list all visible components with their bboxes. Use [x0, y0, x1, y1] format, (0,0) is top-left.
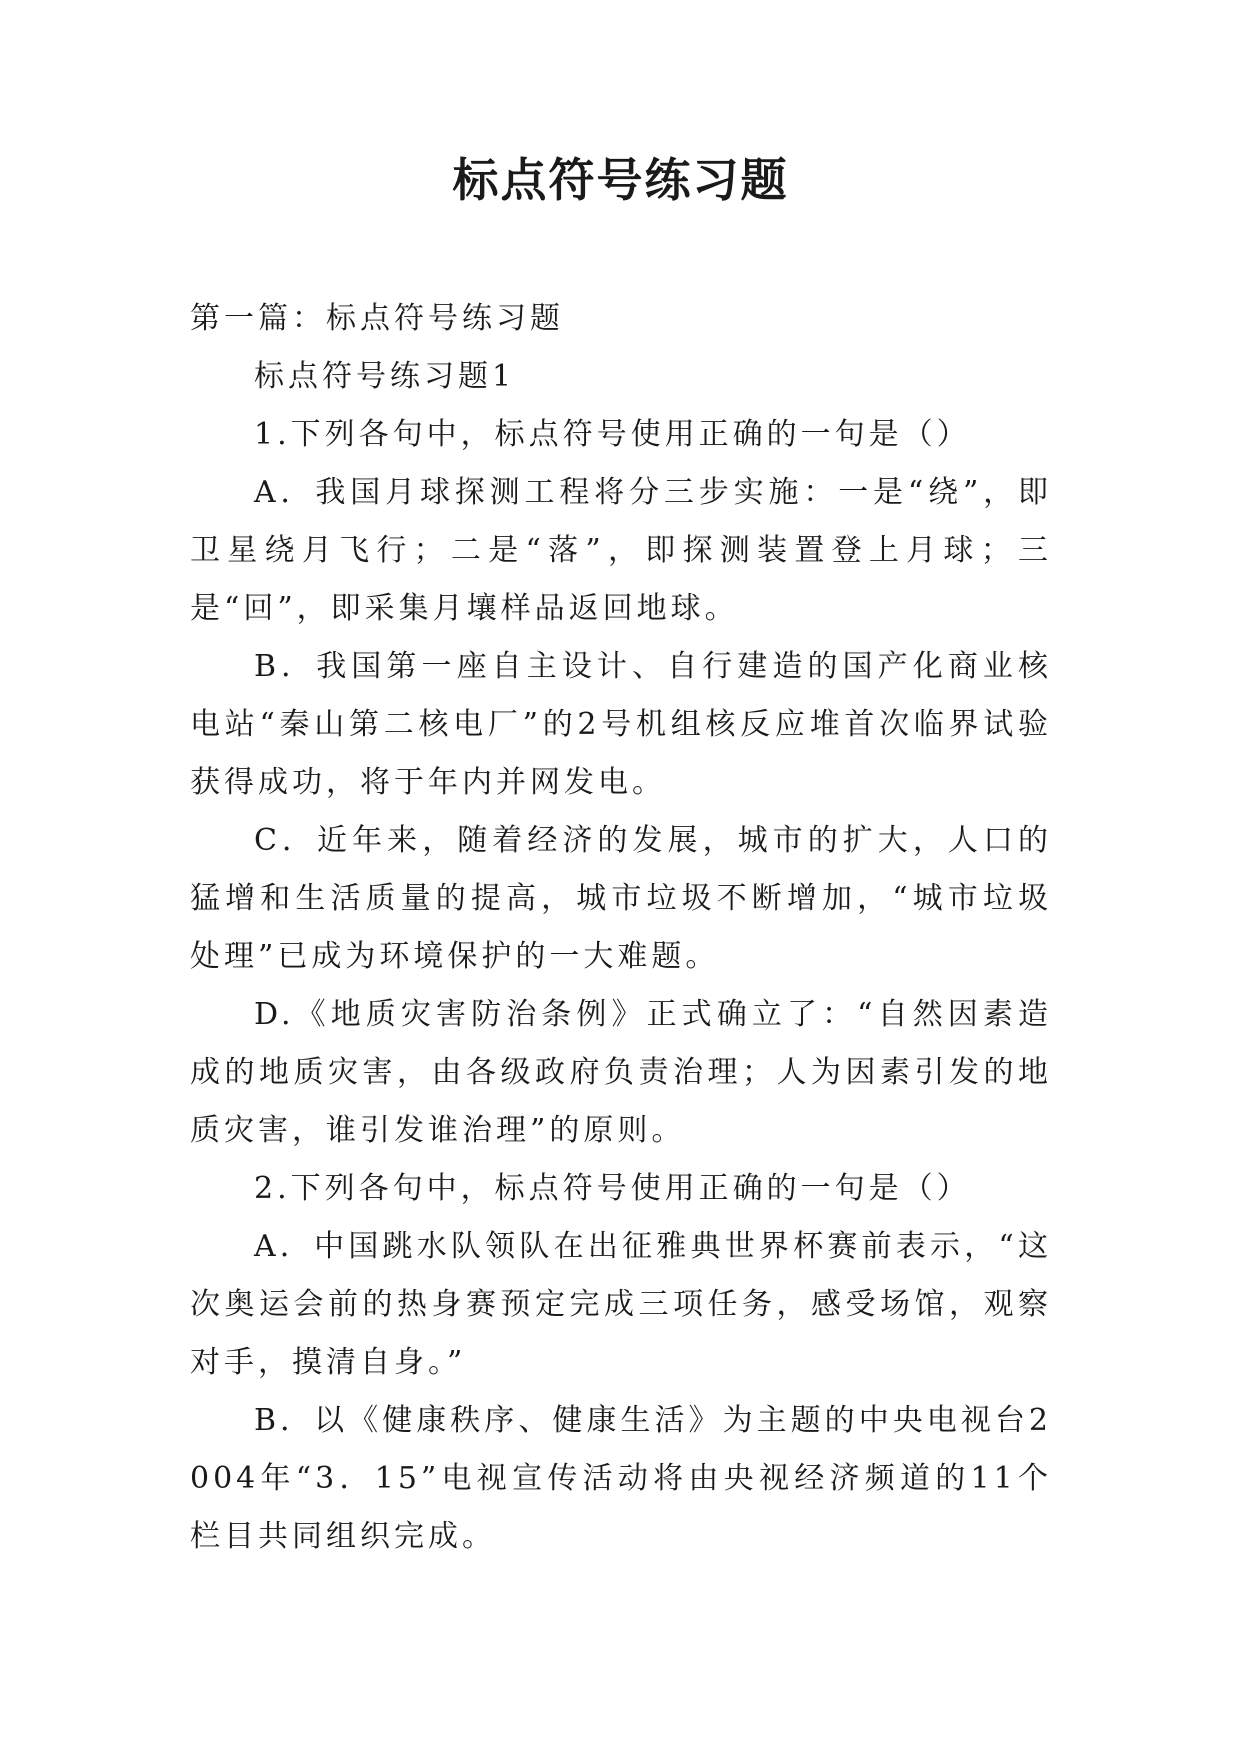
question-2-option-a: A．中国跳水队领队在出征雅典世界杯赛前表示，“这次奥运会前的热身赛预定完成三项任务，感受场馆，观察对手，摸清自身。” [190, 1229, 1052, 1380]
question-1-option-d: D.《地质灾害防治条例》正式确立了：“自然因素造成的地质灾害，由各级政府负责治理；人为因素引发的地质灾害，谁引发谁治理”的原则。 [190, 997, 1052, 1148]
question-1-option-a: A．我国月球探测工程将分三步实施：一是“绕”，即卫星绕月飞行；二是“落”，即探测装置登上月球；三是“回”，即采集月壤样品返回地球。 [190, 475, 1052, 626]
question-2-option-b: B．以《健康秩序、健康生活》为主题的中央电视台2004年“3．15”电视宣传活动将由央视经济频道的11个栏目共同组织完成。 [190, 1403, 1052, 1554]
exercise-subtitle: 标点符号练习题1 [254, 359, 516, 394]
question-2: 2.下列各句中，标点符号使用正确的一句是（） [254, 1171, 971, 1206]
question-1-option-b: B．我国第一座自主设计、自行建造的国产化商业核电站“秦山第二核电厂”的2号机组核反应堆首次临界试验获得成功，将于年内并网发电。 [190, 649, 1052, 800]
question-1: 1.下列各句中，标点符号使用正确的一句是（） [254, 417, 971, 452]
question-1-option-c: C．近年来，随着经济的发展，城市的扩大，人口的猛增和生活质量的提高，城市垃圾不断增加，“城市垃圾处理”已成为环境保护的一大难题。 [190, 823, 1052, 974]
section-heading: 第一篇：标点符号练习题 [190, 301, 564, 336]
document-title: 标点符号练习题 [452, 153, 789, 207]
document-body [190, 290, 1052, 1566]
